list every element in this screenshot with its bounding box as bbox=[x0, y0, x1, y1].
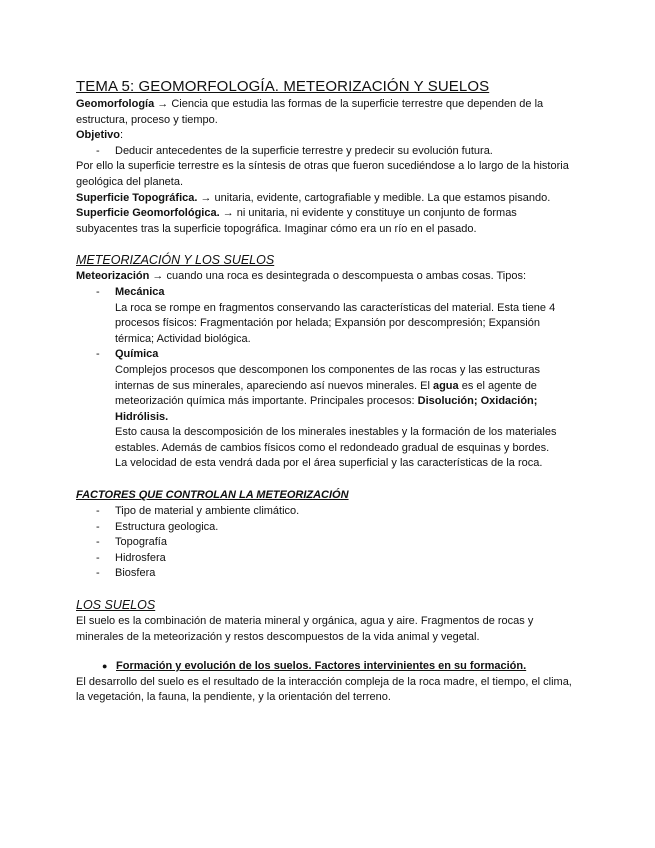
factor-text: Topografía bbox=[115, 536, 167, 549]
factor-text: Biosfera bbox=[115, 567, 156, 580]
dash-marker: - bbox=[96, 144, 100, 157]
list-item bbox=[76, 535, 580, 551]
list-item bbox=[76, 520, 580, 536]
bullet-marker: ● bbox=[102, 661, 108, 672]
meteorizacion-types-list bbox=[76, 285, 580, 472]
topografica-def-text: → unitaria, evidente, cartografiable y medible. La que estamos pisando. bbox=[197, 191, 551, 204]
meteorizacion-term: Meteorización bbox=[76, 270, 150, 283]
dash-marker: - bbox=[96, 520, 100, 533]
factor-text: Tipo de material y ambiente climático. bbox=[115, 505, 300, 518]
dash-marker: - bbox=[96, 348, 100, 361]
objetivo-list bbox=[76, 144, 580, 160]
quimica-paragraph bbox=[115, 363, 580, 425]
factor-text: Hidrosfera bbox=[115, 551, 166, 564]
suelos-subheading bbox=[76, 659, 580, 675]
document-page bbox=[76, 77, 580, 706]
list-item bbox=[76, 144, 580, 160]
procesos-list: Disolución; Oxidación; Hidrólisis. bbox=[115, 395, 538, 423]
quimica-label: Química bbox=[115, 348, 159, 361]
topografica-term: Superficie Topográfica. bbox=[76, 191, 198, 204]
meteorizacion-definition bbox=[76, 269, 580, 285]
meteorizacion-def-text: → cuando una roca es desintegrada o descompuesta o ambas cosas. Tipos: bbox=[149, 270, 527, 283]
synthesis-paragraph: Por ello la superficie terrestre es la síntesis de otras que fueron sucediéndose a lo largo de la historia geológica del planeta. bbox=[76, 160, 569, 188]
factores-heading: FACTORES QUE CONTROLAN LA METEORIZACIÓN bbox=[76, 489, 349, 502]
factores-list bbox=[76, 504, 580, 582]
quimica-text-4: La velocidad de esta vendrá dada por el área superficial y las características de la roca. bbox=[115, 457, 543, 470]
list-item bbox=[76, 551, 580, 567]
geomorfologica-definition bbox=[76, 206, 580, 237]
agua-term: agua bbox=[432, 379, 459, 392]
meteorizacion-heading: METEORIZACIÓN Y LOS SUELOS bbox=[76, 253, 275, 268]
mecanica-label: Mecánica bbox=[115, 285, 165, 298]
geomorfologica-def-text: → ni unitaria, ni evidente y constituye un conjunto de formas subyacentes tras la superficie topográfica. Imaginar cómo era un río en el pasado. bbox=[76, 207, 517, 235]
suelos-paragraph: El suelo es la combinación de materia mineral y orgánica, agua y aire. Fragmentos de rocas y minerales de la meteorización y restos descompuestos de la vida animal y vegetal. bbox=[76, 615, 534, 643]
geomorfologia-def-text: → Ciencia que estudia las formas de la superficie terrestre que dependen de la estructura, proceso y tiempo. bbox=[76, 98, 544, 126]
suelos-heading: LOS SUELOS bbox=[76, 598, 156, 613]
suelos-paragraph-2: El desarrollo del suelo es el resultado de la interacción compleja de la roca madre, el tiempo, el clima, la vegetación, la fauna, la pendiente, y la orientación del terreno. bbox=[76, 675, 572, 704]
objetivo-label bbox=[76, 128, 580, 144]
geomorfologia-term: Geomorfología bbox=[76, 98, 155, 110]
page-title: TEMA 5: GEOMORFOLOGÍA. METEORIZACIÓN Y SUELOS bbox=[76, 78, 490, 95]
objetivo-term: Objetivo bbox=[76, 129, 121, 142]
quimica-text-3: Esto causa la descomposición de los minerales inestables y la formación de los materiales estables. Además de cambios físicos como el redondeado gradual de esquinas y bordes. bbox=[115, 426, 557, 454]
list-item-quimica bbox=[76, 347, 580, 472]
dash-marker: - bbox=[96, 505, 100, 518]
objetivo-colon: : bbox=[120, 129, 124, 142]
dash-marker: - bbox=[96, 551, 100, 564]
mecanica-text: La roca se rompe en fragmentos conservando las características del material. Esta tiene 4 procesos físicos: Fragmentación por helada; Expansión por descompresión; Expansión térmica; Actividad biológica. bbox=[115, 301, 556, 345]
dash-marker: - bbox=[96, 536, 100, 549]
suelos-subheading-text: Formación y evolución de los suelos. Factores intervinientes en su formación. bbox=[116, 660, 527, 673]
geomorfologia-definition bbox=[76, 97, 580, 128]
list-item-mecanica bbox=[76, 285, 580, 347]
quimica-text-2: es el agente de meteorización química más importante. Principales procesos: bbox=[115, 379, 537, 408]
list-item bbox=[76, 566, 580, 582]
geomorfologica-term: Superficie Geomorfológica. bbox=[76, 207, 220, 220]
quimica-text-1: Complejos procesos que descomponen los componentes de las rocas y las estructuras internas de sus minerales, apareciendo así nuevos minerales. El bbox=[115, 363, 540, 392]
dash-marker: - bbox=[96, 567, 100, 580]
dash-marker: - bbox=[96, 285, 100, 298]
list-item bbox=[76, 504, 580, 520]
topografica-definition bbox=[76, 191, 580, 207]
factor-text: Estructura geologica. bbox=[115, 520, 219, 533]
objetivo-item-text: Deducir antecedentes de la superficie terrestre y predecir su evolución futura. bbox=[115, 144, 493, 157]
